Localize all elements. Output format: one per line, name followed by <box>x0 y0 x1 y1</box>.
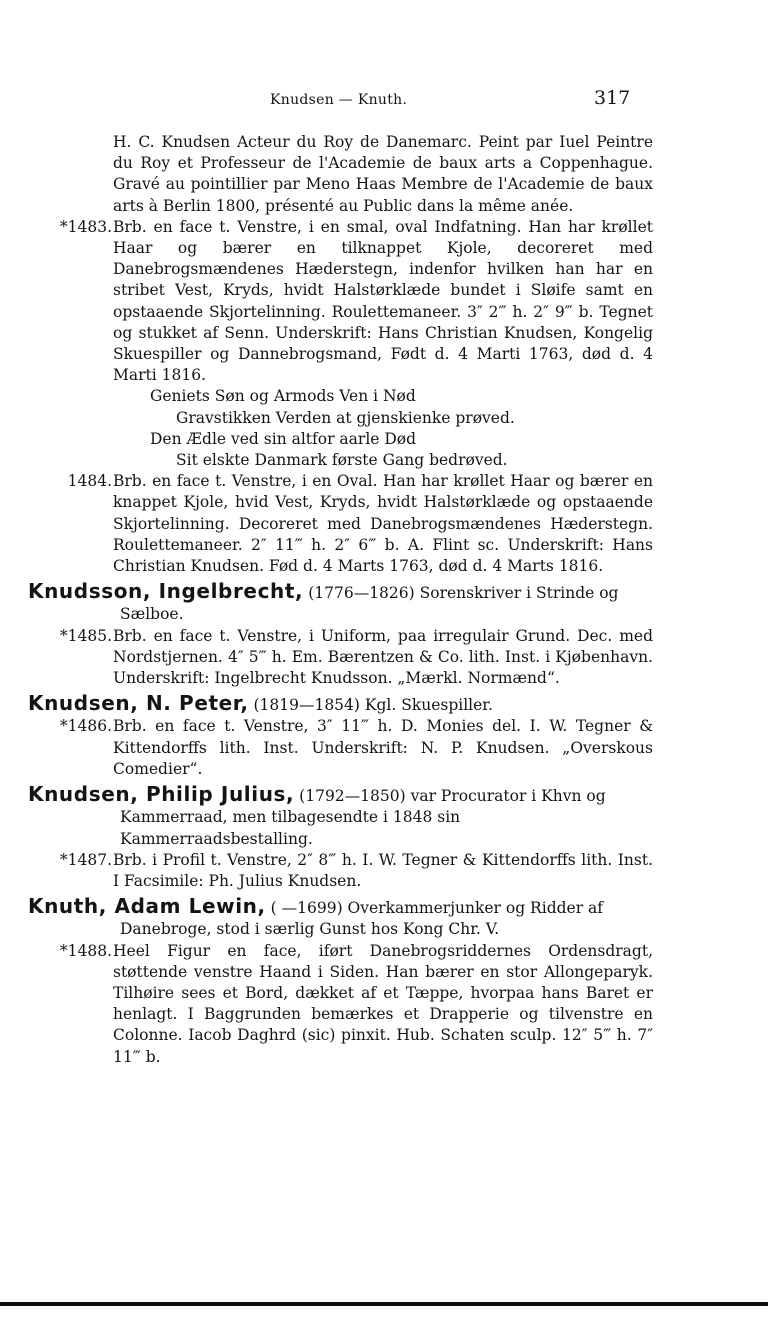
catalog-entry-1485 <box>0 626 653 690</box>
person-name: Knudsen, Philip Julius, <box>28 782 295 807</box>
verse-line: Geniets Søn og Armods Ven i Nød <box>150 387 416 406</box>
catalog-entry-1486 <box>0 716 653 780</box>
entry-number: 1484. <box>67 472 112 491</box>
person-description: (1776—1826) Sorenskriver i Strinde og Sælboe. <box>120 584 619 624</box>
entry-text: Brb. i Profil t. Venstre, 2″ 8‴ h. I. W. Tegner & Kittendorffs lith. Inst. I Facsimile: Ph. Julius Knudsen. <box>113 850 653 890</box>
verse-line: Den Ædle ved sin altfor aarle Død <box>150 429 417 448</box>
verse-line: Gravstikken Verden at gjenskienke prøved. <box>176 408 515 427</box>
entry-number: *1485. <box>59 626 112 645</box>
entry-text: Heel Figur en face, iført Danebrogsriddernes Ordensdragt, støttende venstre Haand i Siden. Han bærer en stor Allongeparyk. Tilhøire sees et Bord, dækket af et Tæppe, hvorpaa hans Baret er henlagt. I Baggrunden bemærkes et Drapperie og tilvenstre en Colonne. Iacob Daghrd (sic) pinxit. Hub. Schaten sculp. 12″ 5‴ h. 7″ 11‴ b. <box>113 941 653 1066</box>
catalog-entry-1488 <box>0 941 653 1068</box>
person-description: ( —1699) Overkammerjunker og Ridder af Danebroge, stod i særlig Gunst hos Kong Chr. V. <box>120 899 604 939</box>
scan-edge-rule <box>0 1302 768 1306</box>
catalog-entry-1484 <box>0 471 653 577</box>
person-heading-knudsson <box>0 581 653 625</box>
entry-number: *1483. <box>59 217 112 236</box>
page-number: 317 <box>594 87 631 109</box>
intro-paragraph: H. C. Knudsen Acteur du Roy de Danemarc. Peint par Iuel Peintre du Roy et Professeur de l'Academie de baux arts a Coppenhague. Gravé au pointillier par Meno Haas Membre de l'Academie de baux arts à Berlin 1800, présenté au Public dans la même anée. <box>113 133 653 215</box>
person-name: Knudsson, Ingelbrecht, <box>28 579 304 604</box>
person-heading-knudsen-peter <box>0 693 653 716</box>
entry-text: Brb. en face t. Venstre, i en Oval. Han har krøllet Haar og bærer en knappet Kjole, hvid Vest, Kryds, hvidt Halstørklæde og opstaaende Skjortelinning. Decoreret med Danebrogsmændenes Hæderstegn. Roulettemaneer. 2″ 11‴ h. 2″ 6‴ b. A. Flint sc. Underskrift: Hans Christian Knudsen. Fød d. 4 Marts 1763, død d. 4 Marts 1816. <box>113 472 653 576</box>
running-header: Knudsen — Knuth. <box>270 92 408 108</box>
entry-number: *1486. <box>59 717 112 736</box>
entry-text: Brb. en face t. Venstre, i Uniform, paa irregulair Grund. Dec. med Nordstjernen. 4″ 5‴ h. Em. Bærentzen & Co. lith. Inst. i Kjøbenhavn. Underskrift: Ingelbrecht Knudsson. „Mærkl. Normænd“. <box>113 626 653 688</box>
entry-text: Brb. en face t. Venstre, 3″ 11‴ h. D. Monies del. I. W. Tegner & Kittendorffs lith. Inst. Underskrift: N. P. Knudsen. „Overskous Comedier“. <box>113 717 653 778</box>
entry-number: *1488. <box>59 941 112 960</box>
entry-number: *1487. <box>59 850 112 869</box>
person-name: Knuth, Adam Lewin, <box>28 894 266 919</box>
page-body <box>0 132 768 1068</box>
catalog-entry-1487 <box>0 850 653 892</box>
verse-line: Sit elskte Danmark første Gang bedrøved. <box>176 451 508 470</box>
entry-text: Brb. en face t. Venstre, i en smal, oval Indfatning. Han har krøllet Haar og bærer en tilknappet Kjole, decoreret med Danebrogsmændenes Hæderstegn, indenfor hvilken han har en stribet Vest, Kryds, hvidt Halstørklæde bundet i Sløife samt en opstaaende Skjortelinning. Roulettemaneer. 3″ 2‴ h. 2″ 9‴ b. Tegnet og stukket af Senn. Underskrift: Hans Christian Knudsen, Kongelig Skuespiller og Dannebrogsmand, Født d. 4 Marti 1763, død d. 4 Marti 1816. <box>113 217 653 385</box>
person-description: (1792—1850) var Procurator i Khvn og Kammerraad, men tilbagesendte i 1848 sin Kammerraadsbestalling. <box>120 787 606 848</box>
catalog-entry-1483 <box>0 217 653 387</box>
person-name: Knudsen, N. Peter, <box>28 691 249 716</box>
person-heading-knuth <box>0 896 653 940</box>
person-description: (1819—1854) Kgl. Skuespiller. <box>253 696 493 715</box>
person-heading-knudsen-philip <box>0 784 653 850</box>
